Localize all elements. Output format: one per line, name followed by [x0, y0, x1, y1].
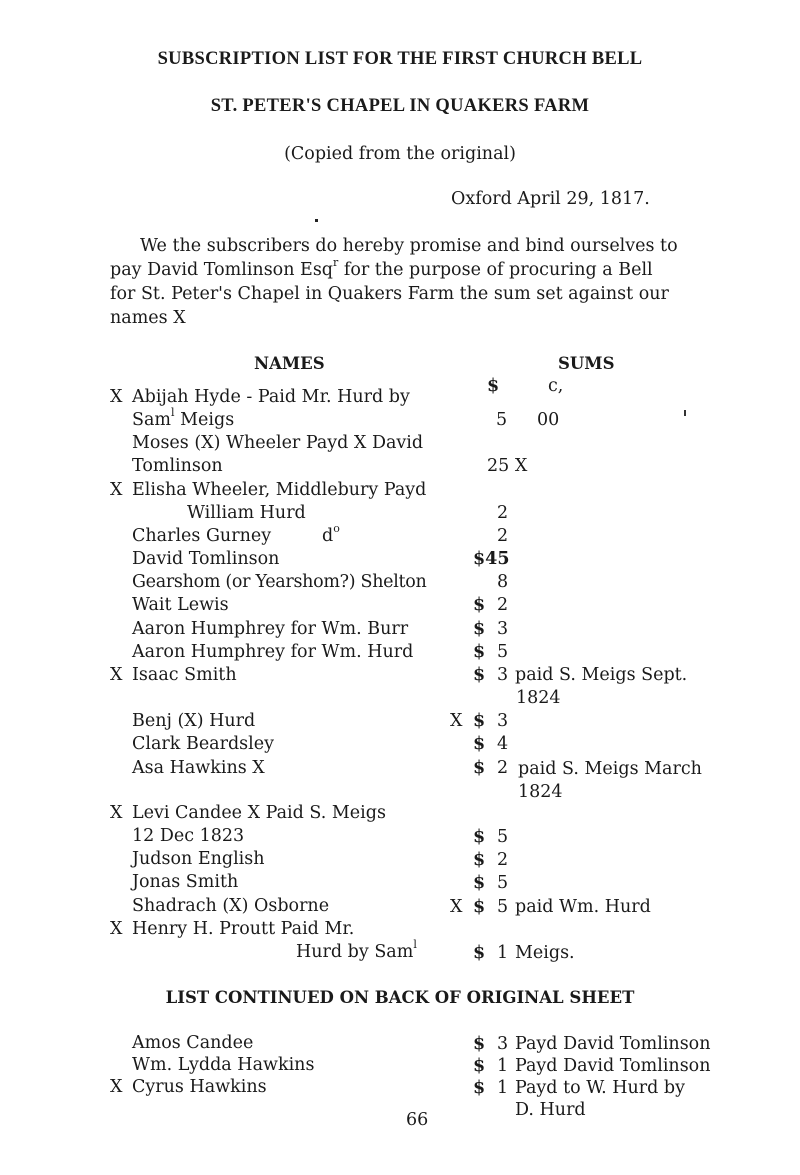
entry-name: Aaron Humphrey for Wm. Hurd: [132, 642, 414, 662]
names-column-header: NAMES: [254, 354, 325, 373]
entry-note: Meigs.: [515, 943, 575, 963]
entry-name: William Hurd: [187, 503, 306, 523]
intro-line-2: pay David Tomlinson Esq$^r$ for the purpose of procuring a Bell: [110, 256, 653, 280]
entry-amount: 3: [497, 665, 509, 685]
entry-mark: X: [110, 919, 123, 939]
entry-cents: 00: [537, 410, 560, 430]
dollar-sign: $: [473, 873, 486, 893]
dollar-sign: $: [473, 595, 486, 615]
dollar-sign: $: [473, 665, 486, 685]
dollar-sign: $: [473, 642, 486, 662]
entry-note-cont: D. Hurd: [515, 1100, 586, 1120]
dollar-sign: $: [473, 827, 486, 847]
ditto-mark: $d^o$: [322, 522, 340, 546]
entry-mark: X: [110, 1077, 123, 1097]
entry-amount: 3: [497, 619, 509, 639]
entry-name: Benj (X) Hurd: [132, 711, 256, 731]
dollar-sign: $: [473, 1056, 486, 1076]
entry-note: paid S. Meigs March: [518, 759, 702, 779]
entry-name: Wait Lewis: [132, 595, 229, 615]
entry-note: Payd David Tomlinson: [515, 1034, 711, 1054]
chapel-heading: ST. PETER'S CHAPEL IN QUAKERS FARM: [210, 96, 590, 116]
entry-name: Levi Candee X Paid S. Meigs: [132, 803, 386, 823]
copied-note: (Copied from the original): [284, 144, 516, 164]
dollar-sign: $: [473, 734, 486, 754]
entry-amount: 1: [497, 1078, 509, 1098]
entry-note: paid S. Meigs Sept.: [515, 665, 688, 685]
dollar-sign: $: [487, 376, 500, 396]
sums-column-header: SUMS: [558, 354, 615, 373]
dollar-sign: $: [473, 1034, 486, 1054]
entry-amount: 2: [497, 850, 509, 870]
dollar-sign: $: [473, 711, 486, 731]
entry-name: Asa Hawkins X: [132, 758, 265, 778]
page-number: 66: [406, 1110, 429, 1130]
entry-amount: 3: [497, 711, 509, 731]
entry-xmark: X: [450, 897, 463, 917]
entry-xmark: X: [450, 711, 463, 731]
entry-mark: X: [110, 480, 123, 500]
entry-note: Payd to W. Hurd by: [515, 1078, 686, 1098]
entry-note: Payd David Tomlinson: [515, 1056, 711, 1076]
document-title: SUBSCRIPTION LIST FOR THE FIRST CHURCH BELL: [157, 49, 643, 69]
entry-note-cont: 1824: [518, 782, 563, 802]
entry-note-cont: 1824: [516, 688, 561, 708]
entry-amount: 1: [497, 1056, 509, 1076]
entry-amount: 2: [497, 503, 509, 523]
entry-name: Charles Gurney: [132, 526, 272, 546]
entry-amount: 25 X: [487, 456, 528, 476]
cents-header: c,: [548, 376, 564, 396]
entry-amount: 5: [496, 410, 508, 430]
entry-name: Hurd by Sam$^l$: [296, 938, 417, 962]
dollar-sign: $: [473, 758, 486, 778]
entry-mark: X: [110, 803, 123, 823]
entry-mark: X: [110, 665, 123, 685]
entry-amount: 4: [497, 734, 509, 754]
entry-amount: 2: [497, 595, 509, 615]
entry-name: Isaac Smith: [132, 665, 237, 685]
entry-name: Clark Beardsley: [132, 734, 274, 754]
intro-line-4: names X: [110, 308, 186, 328]
intro-line-3: for St. Peter's Chapel in Quakers Farm the sum set against our: [110, 284, 669, 304]
ink-speck: [315, 219, 318, 222]
entry-amount: 8: [497, 572, 509, 592]
entry-amount: 5: [497, 897, 509, 917]
entry-name: Amos Candee: [132, 1033, 254, 1053]
entry-mark: X: [110, 387, 123, 407]
entry-name: Wm. Lydda Hawkins: [132, 1055, 315, 1075]
entry-name: Shadrach (X) Osborne: [132, 896, 330, 916]
entry-amount: $45: [473, 549, 510, 569]
entry-amount: 1: [497, 943, 509, 963]
continued-heading: LIST CONTINUED ON BACK OF ORIGINAL SHEET: [165, 988, 635, 1007]
entry-name: Gearshom (or Yearshom?) Shelton: [132, 572, 427, 592]
entry-name: David Tomlinson: [132, 549, 280, 569]
entry-name: Abijah Hyde - Paid Mr. Hurd by: [132, 387, 410, 407]
ink-speck: [684, 410, 686, 416]
dollar-sign: $: [473, 1078, 486, 1098]
entry-amount: 5: [497, 873, 509, 893]
dollar-sign: $: [473, 943, 486, 963]
entry-amount: 5: [497, 827, 509, 847]
entry-name: 12 Dec 1823: [132, 826, 245, 846]
entry-amount: 3: [497, 1034, 509, 1054]
intro-line-1: We the subscribers do hereby promise and bind ourselves to: [140, 236, 678, 256]
entry-name: Judson English: [132, 849, 265, 869]
entry-name: Henry H. Proutt Paid Mr.: [132, 919, 355, 939]
dollar-sign: $: [473, 850, 486, 870]
entry-name: Elisha Wheeler, Middlebury Payd: [132, 480, 427, 500]
entry-name: Tomlinson: [132, 456, 223, 476]
entry-name: Sam$^l$ Meigs: [132, 406, 235, 430]
entry-amount: 2: [497, 758, 509, 778]
entry-note: paid Wm. Hurd: [515, 897, 651, 917]
dateline: Oxford April 29, 1817.: [451, 189, 650, 209]
entry-name: Moses (X) Wheeler Payd X David: [132, 433, 424, 453]
entry-name: Aaron Humphrey for Wm. Burr: [132, 619, 409, 639]
entry-amount: 5: [497, 642, 509, 662]
entry-name: Cyrus Hawkins: [132, 1077, 267, 1097]
entry-amount: 2: [497, 526, 509, 546]
dollar-sign: $: [473, 619, 486, 639]
entry-name: Jonas Smith: [132, 872, 239, 892]
dollar-sign: $: [473, 897, 486, 917]
